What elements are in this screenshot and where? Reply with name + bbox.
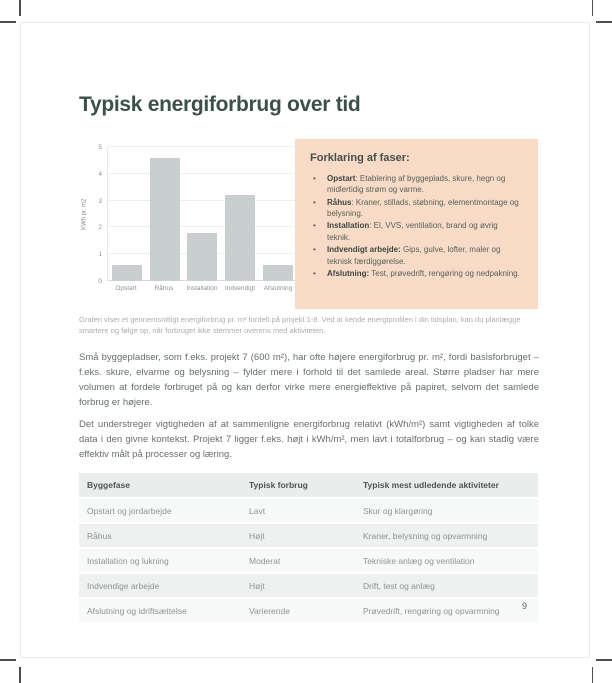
crop-mark-bottom-left-vertical [19, 667, 21, 683]
energy-bar-chart [79, 144, 297, 297]
crop-mark-bottom-left-horizontal [0, 659, 16, 661]
table-cell: Tekniske anlæg og ventilation [355, 548, 538, 573]
x-tick-label: Indvendigt [225, 285, 255, 292]
chart-caption: Grafen viser et gennemsnitligt energiforbrug pr. m² fordelt på projekt 1-8. Ved at kende energiprofilen i din tidsplan, kan du planlægge smartere og følge op, når forbruget ikke stemmer overens med aktiviteten. [79, 315, 521, 336]
y-tick-label: 0 [98, 278, 102, 285]
body-paragraph-1: Små byggepladser, som f.eks. projekt 7 (600 m²), har ofte højere energiforbrug pr. m², fordi basisforbruget – f.eks. skure, elvarme og belysning – fylder mere i forhold til det samlede areal. Større pladser har mere volumen at fordele forbruget på og kan derfor virke mere energieffektive på papiret, selvom det samlede forbrug er højere. [79, 352, 539, 408]
table-header-cell: Byggefase [79, 473, 241, 498]
crop-mark-top-left-horizontal [0, 21, 16, 23]
crop-mark-bottom-right-vertical [592, 667, 594, 683]
bar-installation [187, 233, 217, 281]
y-tick-label: 2 [98, 224, 102, 232]
table-header-row [79, 473, 538, 498]
bar-slot [184, 147, 222, 281]
table-cell: Højt [241, 573, 355, 598]
table-cell: Opstart og jordarbejde [79, 498, 241, 523]
bar-råhus [150, 158, 180, 281]
table-cell: Højt [241, 523, 355, 548]
bar-slot [108, 147, 146, 281]
table-cell: Moderat [241, 548, 355, 573]
table-cell: Kraner, belysning og opvarmning [355, 523, 538, 548]
table-cell: Råhus [79, 523, 241, 548]
x-tick-label: Afslutning [263, 285, 293, 292]
table-cell: Afslutning og idriftsættelse [79, 598, 241, 623]
table-body [79, 498, 538, 623]
table-row [79, 498, 538, 523]
chart-y-axis-label: KWh pr. m2 [81, 198, 88, 230]
explainer-item: • Installation: El, VVS, ventilation, brand og øvrig teknik. [310, 220, 523, 243]
crop-mark-top-right-vertical [592, 0, 594, 16]
explainer-item: • Opstart: Etablering af byggeplads, skure, hegn og midlertidig strøm og varme. [310, 173, 523, 196]
page-number: 9 [521, 601, 527, 611]
document-page [20, 22, 590, 658]
bars-group [108, 147, 297, 281]
crop-mark-top-right-horizontal [596, 21, 612, 23]
explainer-list [310, 173, 523, 279]
explainer-item: • Indvendigt arbejde: Gips, gulve, lofter, maler og teknisk færdiggørelse. [310, 244, 523, 267]
crop-mark-top-left-vertical [19, 0, 21, 16]
phase-table [79, 473, 538, 624]
table-cell: Installation og lukning [79, 548, 241, 573]
y-tick-label: 1 [98, 251, 102, 259]
explainer-item: • Afslutning: Test, prøvedrift, rengøring og nedpakning. [310, 268, 523, 279]
y-tick-label: 3 [98, 197, 102, 205]
bar-opstart [112, 265, 142, 281]
bar-slot [221, 147, 259, 281]
bar-slot [146, 147, 184, 281]
crop-mark-bottom-right-horizontal [596, 659, 612, 661]
bar-slot [259, 147, 297, 281]
bar-afslutning [263, 265, 293, 281]
table-row [79, 548, 538, 573]
table-cell: Skur og klargøring [355, 498, 538, 523]
chart-plot-area [107, 147, 297, 281]
table-cell: Varierende [241, 598, 355, 623]
table-header-cell: Typisk mest udledende aktiviteter [355, 473, 538, 498]
table-cell: Lavt [241, 498, 355, 523]
table-cell: Drift, test og anlæg [355, 573, 538, 598]
phase-explainer-box [295, 139, 538, 309]
explainer-item: • Råhus: Kraner, stillads, støbning, elementmontage og belysning. [310, 197, 523, 220]
chart-x-labels [107, 281, 297, 297]
table-row [79, 523, 538, 548]
x-tick-label: Råhus [154, 285, 174, 292]
table-cell: Indvendige arbejde [79, 573, 241, 598]
table-row [79, 598, 538, 623]
y-tick-label: 4 [98, 170, 102, 178]
bar-indvendigt [225, 195, 255, 281]
x-tick-label: Opstart [115, 285, 137, 292]
page-title: Typisk energiforbrug over tid [79, 93, 361, 116]
y-tick-label: 5 [98, 144, 102, 151]
table-row [79, 573, 538, 598]
explainer-title: Forklaring af faser: [310, 152, 410, 164]
x-tick-label: Installation [186, 285, 218, 292]
table-header-cell: Typisk forbrug [241, 473, 355, 498]
body-paragraph-2: Det understreger vigtigheden af at sammenligne energiforbrug relativt (kWh/m²) samt vigtigheden af tolke data i den givne kontekst. Projekt 7 ligger f.eks. højt i kWh/m², men lavt i totalforbrug – og kan stadig være effektiv målt på processer og læring. [79, 419, 539, 460]
chart-y-ticks [90, 144, 107, 285]
table-cell: Prøvedrift, rengøring og opvarmning [355, 598, 538, 623]
